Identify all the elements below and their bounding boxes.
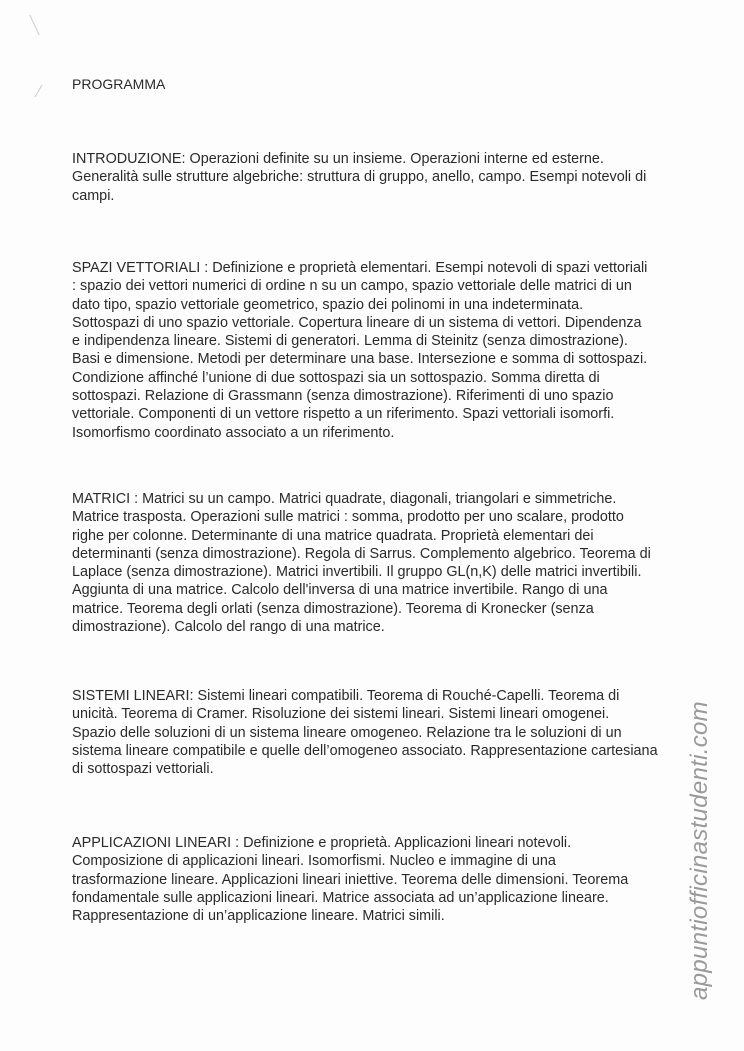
text-line: Spazio delle soluzioni di un sistema lineare omogeneo. Relazione tra le soluzioni di un [72,724,622,741]
text-line: SPAZI VETTORIALI : Definizione e proprietà elementari. Esempi notevoli di spazi vettoriali [72,260,648,276]
text-line: APPLICAZIONI LINEARI : Definizione e proprietà. Applicazioni lineari notevoli. [72,835,572,851]
watermark: appuntiofficinastudenti.com [686,701,713,1000]
text-line: fondamentale sulle applicazioni lineari. Matrice associata ad un’applicazione lineare. [72,889,609,906]
text-line: trasformazione lineare. Applicazioni lineari iniettive. Teorema delle dimensioni. Teorema [72,871,629,888]
text-line: righe per colonne. Determinante di una matrice quadrata. Proprietà elementari dei [72,527,594,544]
section-matrici [72,490,651,636]
text-line: determinanti (senza dimostrazione). Regola di Sarrus. Complemento algebrico. Teorema di [72,545,651,562]
text-line: sistema lineare compatibile e quelle dell’omogeneo associato. Rappresentazione cartesiana [72,742,658,759]
section-introduzione [72,150,646,205]
section-spazi-vettoriali [72,259,647,442]
text-line: Composizione di applicazioni lineari. Isomorfismi. Nucleo e immagine di una [72,853,556,870]
text-line: INTRODUZIONE: Operazioni definite su un insieme. Operazioni interne ed esterne. [72,151,604,167]
text-line: di sottospazi vettoriali. [72,761,214,778]
section-sistemi-lineari [72,687,658,778]
text-line: vettoriale. Componenti di un vettore rispetto a un riferimento. Spazi vettoriali isomorfi. [72,406,615,423]
text-line: : spazio dei vettori numerici di ordine n su un campo, spazio vettoriale delle matrici di un [72,278,632,295]
text-line: campi. [72,187,115,204]
text-line: dimostrazione). Calcolo del rango di una matrice. [72,619,385,636]
text-line: Laplace (senza dimostrazione). Matrici invertibili. Il gruppo GL(n,K) delle matrici invertibili. [72,564,642,581]
text-line: Basi e dimensione. Metodi per determinare una base. Intersezione e somma di sottospazi. [72,351,648,368]
text-line: sottospazi. Relazione di Grassmann (senza dimostrazione). Riferimenti di uno spazio [72,388,614,405]
scan-mark [35,85,43,98]
text-line: e indipendenza lineare. Sistemi di generatori. Lemma di Steinitz (senza dimostrazione). [72,333,628,350]
text-line: Sottospazi di uno spazio vettoriale. Copertura lineare di un sistema di vettori. Dipendenza [72,314,642,331]
text-line: Condizione affinché l’unione di due sottospazi sia un sottospazio. Somma diretta di [72,369,600,386]
text-line: unicità. Teorema di Cramer. Risoluzione dei sistemi lineari. Sistemi lineari omogenei. [72,706,610,723]
text-line: SISTEMI LINEARI: Sistemi lineari compatibili. Teorema di Rouché-Capelli. Teorema di [72,688,620,704]
text-line: dato tipo, spazio vettoriale geometrico, spazio dei polinomi in una indeterminata. [72,296,584,313]
section-applicazioni-lineari [72,834,628,925]
text-line: MATRICI : Matrici su un campo. Matrici quadrate, diagonali, triangolari e simmetriche. [72,491,617,507]
text-line: Matrice trasposta. Operazioni sulle matrici : somma, prodotto per uno scalare, prodotto [72,509,624,526]
text-line: Generalità sulle strutture algebriche: struttura di gruppo, anello, campo. Esempi notevoli di [72,169,647,186]
text-line: Isomorfismo coordinato associato a un riferimento. [72,424,395,441]
scan-mark [29,15,39,35]
page-title: PROGRAMMA [72,76,166,92]
text-line: Rappresentazione di un’applicazione lineare. Matrici simili. [72,908,445,925]
text-line: Aggiunta di una matrice. Calcolo dell'inversa di una matrice invertibile. Rango di una [72,582,608,599]
text-line: matrice. Teorema degli orlati (senza dimostrazione). Teorema di Kronecker (senza [72,600,594,617]
